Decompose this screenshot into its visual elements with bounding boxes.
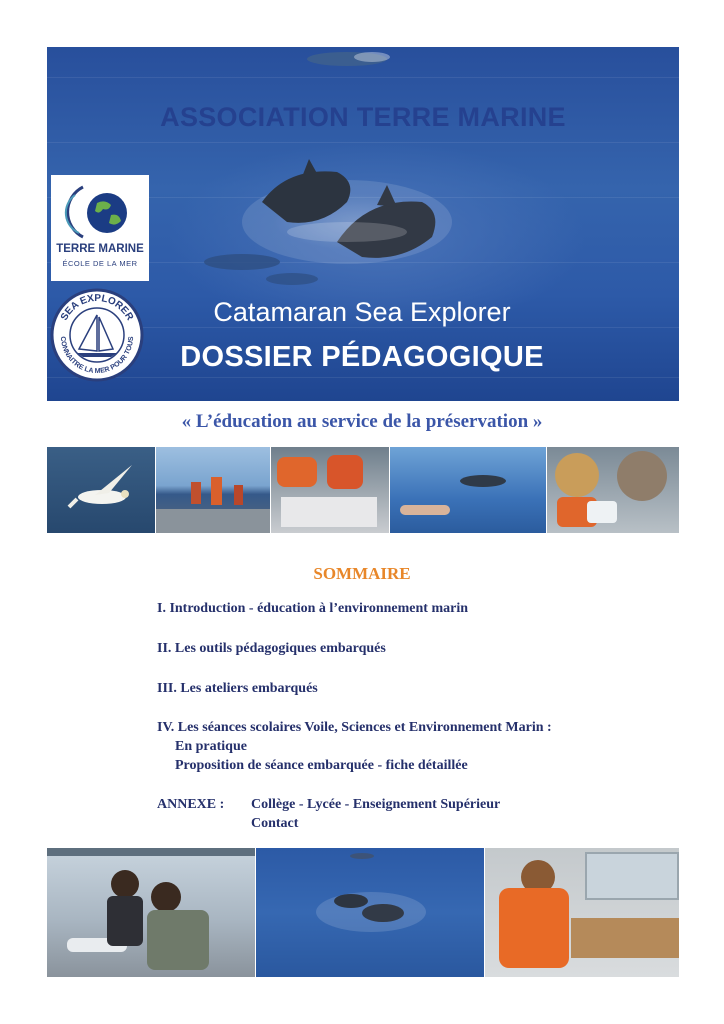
photo-children-deck xyxy=(47,848,255,977)
sea-explorer-seal-icon xyxy=(49,287,145,383)
toc-item-outils: II. Les outils pédagogiques embarqués xyxy=(157,641,386,656)
photo-child-lab xyxy=(485,848,679,977)
bird-icon xyxy=(47,447,155,533)
annexe-item-niveaux: Collège - Lycée - Enseignement Supérieur xyxy=(251,797,501,812)
photo-dolphin-bow xyxy=(390,447,546,533)
photo-microscope xyxy=(547,447,679,533)
toc-item-seances: IV. Les séances scolaires Voile, Sciences et Environnement Marin : xyxy=(157,720,552,735)
sea-explorer-logo xyxy=(49,287,145,383)
toc-subitem-proposition: Proposition de séance embarquée - fiche détaillée xyxy=(175,758,468,773)
toc-subitem-pratique: En pratique xyxy=(175,739,247,754)
terre-marine-logo-tagline: ÉCOLE DE LA MER xyxy=(62,259,138,268)
photo-gannet xyxy=(47,447,155,533)
dossier-title: DOSSIER PÉDAGOGIQUE xyxy=(180,341,544,373)
terre-marine-logo xyxy=(51,175,149,281)
hero-banner xyxy=(47,47,679,401)
globe-icon xyxy=(51,175,149,243)
terre-marine-logo-name: TERRE MARINE xyxy=(56,243,144,255)
toc-item-ateliers: III. Les ateliers embarqués xyxy=(157,681,318,696)
sea-explorer-logo-top-text: SEA EXPLORER xyxy=(58,292,136,323)
photo-workshop xyxy=(271,447,389,533)
catamaran-subtitle: Catamaran Sea Explorer xyxy=(213,297,511,327)
photo-deck-group xyxy=(156,447,270,533)
toc-item-introduction: I. Introduction - éducation à l’environnement marin xyxy=(157,601,468,616)
annexe-label: ANNEXE : xyxy=(157,797,225,812)
annexe-item-contact: Contact xyxy=(251,816,299,831)
sea-explorer-logo-bottom-text: CONNAITRE LA MER POUR TOUS xyxy=(58,336,136,376)
association-title: ASSOCIATION TERRE MARINE xyxy=(160,102,566,132)
sommaire-title: SOMMAIRE xyxy=(313,564,411,583)
photo-dolphins-water xyxy=(256,848,484,977)
slogan: « L’éducation au service de la préservation » xyxy=(181,411,543,432)
